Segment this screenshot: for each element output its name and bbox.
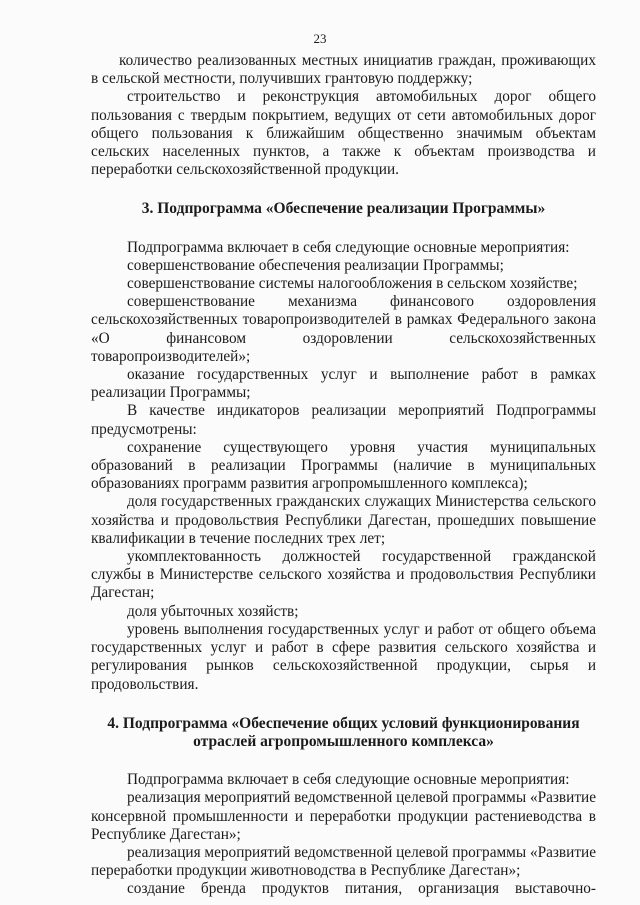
paragraph: доля государственных гражданских служащих Министерства сельского хозяйства и продовольствия Республики Дагестан, прошедших повышение квалификации в течение последних трех лет; [91,493,596,547]
paragraph: доля убыточных хозяйств; [127,602,299,620]
document-body [91,52,596,899]
section-4-heading-line-2: отраслей агропромышленного комплекса» [193,732,494,750]
paragraph: реализация мероприятий ведомственной целевой программы «Развитие консервной промышленности и переработки продукции растениеводства в Республике Дагестан»; [91,789,596,843]
paragraph: Подпрограмма включает в себя следующие основные мероприятия: [127,771,570,789]
paragraph: В качестве индикаторов реализации мероприятий Подпрограммы предусмотрены: [91,402,596,438]
paragraph: совершенствование обеспечения реализации Программы; [127,256,504,274]
paragraph: оказание государственных услуг и выполнение работ в рамках реализации Программы; [91,366,596,402]
section-3-heading: 3. Подпрограмма «Обеспечение реализации Программы» [141,200,546,218]
section-4-heading-line-1: 4. Подпрограмма «Обеспечение общих условий функционирования [107,714,580,732]
paragraph: Подпрограмма включает в себя следующие основные мероприятия: [127,238,570,256]
paragraph: совершенствование механизма финансового оздоровления сельскохозяйственных товаропроизводителей в рамках Федерального закона «О финансовом оздоровлении сельскохозяйственных товаропроизводителей»; [91,293,596,365]
paragraph: строительство и реконструкция автомобильных дорог общего пользования с твердым покрытием, ведущих от сети автомобильных дорог общего пользования к ближайшим общественно значимым объектам сельских населенных пунктов, а также к объектам производства и переработки сельскохозяйственной продукции. [91,88,596,179]
page-number: 23 [313,31,327,46]
paragraph: создание бренда продуктов питания, организация выставочно- [127,880,596,898]
paragraph: укомплектованность должностей государственной гражданской службы в Министерстве сельского хозяйства и продовольствия Республики Дагестан; [91,548,596,602]
paragraph: сохранение существующего уровня участия муниципальных образований в реализации Программы (наличие в муниципальных образованиях программ развития агропромышленного комплекса); [91,438,596,493]
paragraph: реализация мероприятий ведомственной целевой программы «Развитие переработки продукции животноводства в Республике Дагестан»; [91,843,596,880]
paragraph: количество реализованных местных инициатив граждан, проживающих в сельской местности, получивших грантовую поддержку; [91,52,596,88]
paragraph: совершенствование системы налогообложения в сельском хозяйстве; [127,275,578,293]
paragraph: уровень выполнения государственных услуг и работ от общего объема государственных услуг и работ в сфере развития сельского хозяйства и регулирования рынков сельскохозяйственной продукции, сырья и продовольствия. [91,620,596,693]
